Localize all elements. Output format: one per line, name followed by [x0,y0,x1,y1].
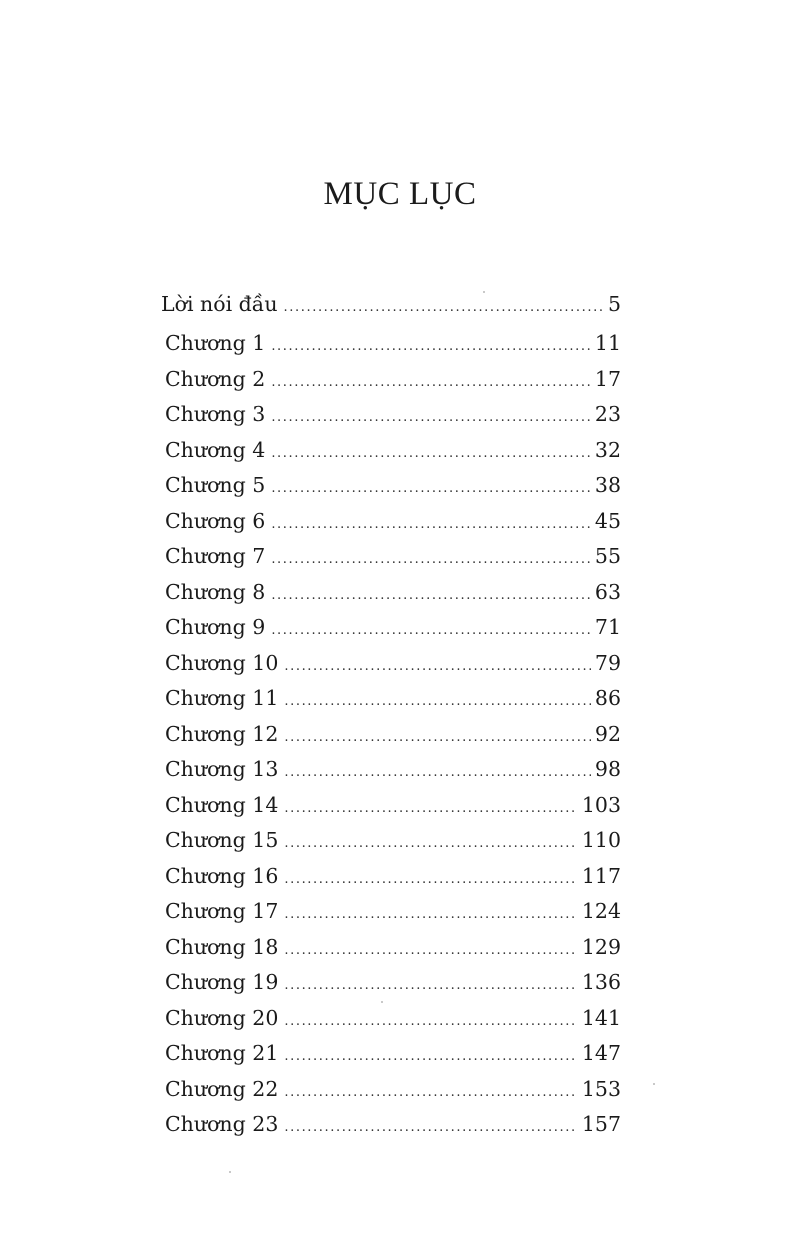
dot-leader [284,1004,577,1040]
dot-leader [271,400,591,436]
toc-entry-page-number: 153 [581,1076,621,1101]
toc-entry-chapter [161,717,621,753]
toc-entry-page-number: 71 [594,615,621,639]
toc-entry-label: Chương 12 [165,721,279,746]
toc-entry-preface [161,287,621,326]
toc-entry-chapter [161,326,621,362]
dot-leader [284,1039,577,1075]
toc-entry-page-number: 141 [581,1005,621,1030]
dot-leader [271,471,591,507]
dot-leader [271,507,591,543]
dot-leader [271,365,591,401]
toc-entry-chapter [161,894,621,930]
toc-entry-page-number: 129 [581,934,621,959]
dot-leader [271,542,591,578]
toc-entry-chapter [161,752,621,788]
toc-entry-label: Chương 20 [165,1005,279,1030]
dot-leader [284,290,604,325]
dot-leader [271,578,591,614]
toc-entry-page-number: 45 [594,508,621,533]
dot-leader [284,897,577,933]
toc-entry-chapter [161,1001,621,1037]
toc-entry-chapter [161,1107,621,1143]
toc-entry-page-number: 147 [581,1041,621,1065]
toc-entry-label: Chương 9 [165,615,266,639]
toc-entry-label: Chương 13 [165,757,279,781]
toc-entry-chapter [161,788,621,824]
toc-entry-page-number: 136 [581,970,621,994]
toc-entry-chapter [161,539,621,575]
toc-entry-label: Chương 6 [165,508,266,533]
toc-entry-page-number: 17 [594,366,621,391]
toc-entry-label: Chương 11 [165,686,279,710]
page-title: MỤC LỤC [323,176,477,212]
toc-entry-page-number: 38 [594,473,621,497]
toc-entry-label: Chương 7 [165,544,266,568]
toc-entry-chapter [161,362,621,398]
toc-entry-chapter [161,681,621,717]
toc-entry-label: Chương 2 [165,366,266,391]
toc-entry-label: Chương 3 [165,402,266,426]
toc-entry-chapter [161,859,621,895]
toc-entry-page-number: 92 [594,721,621,746]
table-of-contents [161,287,621,1143]
toc-entry-page-number: 124 [581,899,621,923]
toc-entry-chapter [161,965,621,1001]
paper-speck [381,1001,383,1003]
toc-entry-label: Chương 8 [165,579,266,604]
toc-entry-label: Chương 10 [165,650,279,675]
dot-leader [284,862,577,898]
toc-entry-page-number: 5 [607,292,621,316]
dot-leader [284,933,577,969]
toc-entry-label: Lời nói đầu [161,292,278,316]
toc-entry-chapter [161,433,621,469]
toc-entry-label: Chương 15 [165,828,279,852]
toc-entry-chapter [161,468,621,504]
toc-entry-label: Chương 4 [165,437,266,462]
dot-leader [284,720,591,756]
toc-entry-chapter [161,610,621,646]
toc-entry-chapter [161,1072,621,1108]
toc-entry-chapter [161,504,621,540]
dot-leader [271,436,591,472]
toc-entry-label: Chương 18 [165,934,279,959]
toc-entry-label: Chương 1 [165,331,266,355]
dot-leader [284,791,577,827]
dot-leader [284,826,577,862]
toc-entry-label: Chương 21 [165,1041,279,1065]
toc-entry-chapter [161,823,621,859]
dot-leader [284,649,591,685]
toc-entry-page-number: 63 [594,579,621,604]
toc-entry-page-number: 23 [594,402,621,426]
toc-entry-chapter [161,930,621,966]
dot-leader [284,755,591,791]
dot-leader [271,329,591,365]
dot-leader [284,968,577,1004]
toc-entry-page-number: 110 [581,828,621,852]
dot-leader [284,1075,577,1111]
dot-leader [271,613,591,649]
toc-entry-page-number: 86 [594,686,621,710]
toc-entry-chapter [161,397,621,433]
toc-entry-page-number: 103 [581,792,621,817]
toc-entry-page-number: 117 [581,863,621,888]
dot-leader [284,684,591,720]
toc-entry-page-number: 32 [594,437,621,462]
toc-entry-chapter [161,1036,621,1072]
toc-entry-page-number: 98 [594,757,621,781]
toc-entry-page-number: 79 [594,650,621,675]
toc-entry-label: Chương 23 [165,1112,279,1136]
paper-speck [653,1083,655,1085]
toc-entry-label: Chương 16 [165,863,279,888]
toc-entry-label: Chương 17 [165,899,279,923]
toc-entry-chapter [161,575,621,611]
dot-leader [284,1110,577,1146]
toc-entry-label: Chương 19 [165,970,279,994]
paper-speck [483,291,485,293]
toc-entry-page-number: 157 [581,1112,621,1136]
toc-entry-label: Chương 14 [165,792,279,817]
paper-speck [229,1171,231,1173]
toc-entry-label: Chương 22 [165,1076,279,1101]
toc-entry-chapter [161,646,621,682]
toc-entry-page-number: 55 [594,544,621,568]
toc-entry-page-number: 11 [594,331,621,355]
toc-entry-label: Chương 5 [165,473,266,497]
